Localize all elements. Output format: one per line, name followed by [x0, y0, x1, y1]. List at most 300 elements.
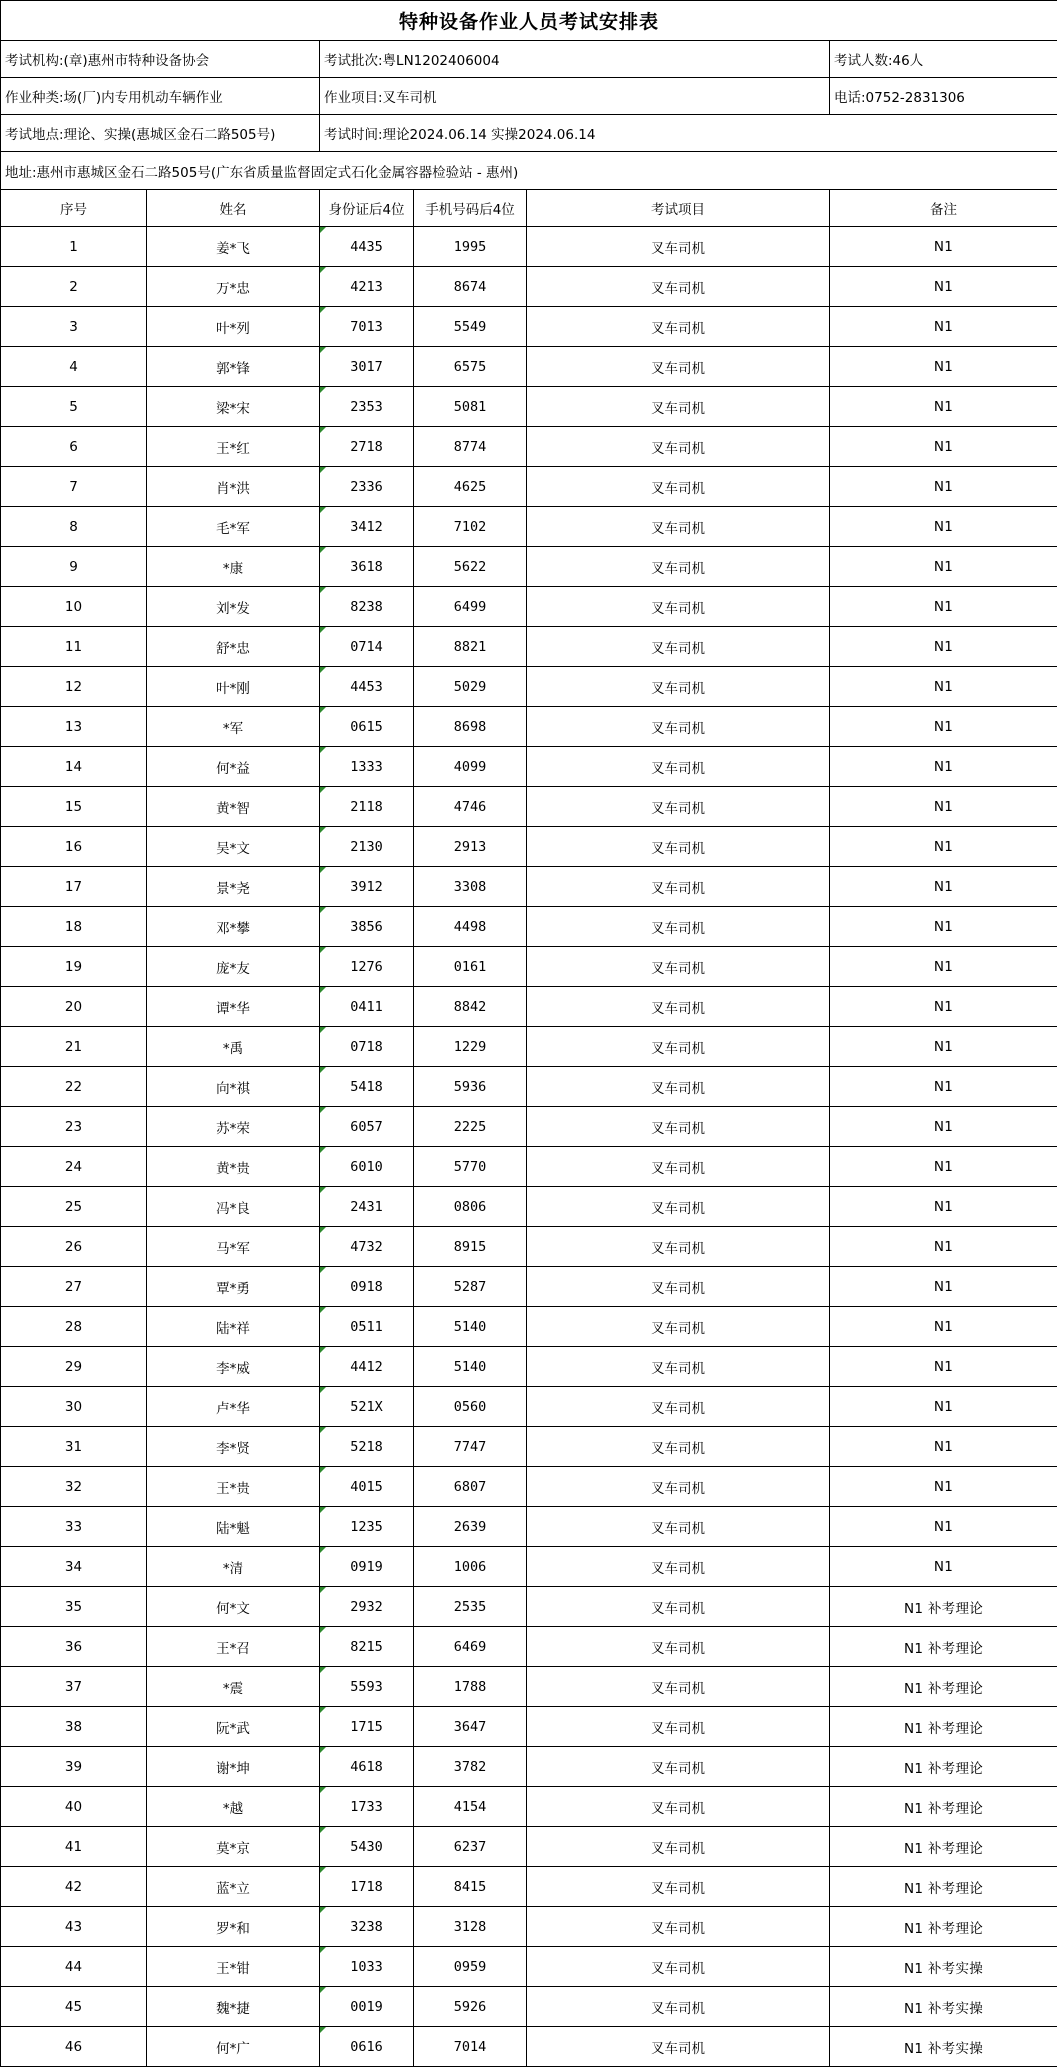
cell-exam-item[interactable]: 叉车司机: [527, 467, 830, 507]
cell-phone-last4[interactable]: 8415: [414, 1867, 527, 1907]
cell-name[interactable]: 何*广: [147, 2027, 320, 2067]
cell-seq[interactable]: 29: [1, 1347, 147, 1387]
cell-seq[interactable]: 8: [1, 507, 147, 547]
cell-remark[interactable]: N1 补考理论: [830, 1867, 1057, 1907]
cell-exam-item[interactable]: 叉车司机: [527, 387, 830, 427]
cell-name[interactable]: 王*钳: [147, 1947, 320, 1987]
cell-exam-item[interactable]: 叉车司机: [527, 1507, 830, 1547]
work-item-cell[interactable]: 作业项目:叉车司机: [320, 78, 830, 115]
cell-exam-item[interactable]: 叉车司机: [527, 707, 830, 747]
table-row: [1, 1947, 1057, 1987]
cell-exam-item[interactable]: 叉车司机: [527, 667, 830, 707]
cell-name[interactable]: 郭*锋: [147, 347, 320, 387]
cell-name[interactable]: 魏*捷: [147, 1987, 320, 2027]
cell-phone-last4[interactable]: 6469: [414, 1627, 527, 1667]
cell-id-last4[interactable]: 1718: [320, 1867, 414, 1907]
cell-phone-last4[interactable]: 5770: [414, 1147, 527, 1187]
cell-remark[interactable]: N1: [830, 787, 1057, 827]
cell-name[interactable]: 肖*洪: [147, 467, 320, 507]
cell-remark[interactable]: N1: [830, 627, 1057, 667]
cell-name[interactable]: 陆*魁: [147, 1507, 320, 1547]
cell-remark[interactable]: N1: [830, 987, 1057, 1027]
cell-exam-item[interactable]: 叉车司机: [527, 307, 830, 347]
cell-name[interactable]: 李*威: [147, 1347, 320, 1387]
cell-id-last4[interactable]: 4412: [320, 1347, 414, 1387]
work-category-cell[interactable]: 作业种类:场(厂)内专用机动车辆作业: [1, 78, 320, 115]
cell-exam-item[interactable]: 叉车司机: [527, 867, 830, 907]
exam-count-cell[interactable]: 考试人数:46人: [830, 41, 1057, 78]
cell-name[interactable]: 舒*忠: [147, 627, 320, 667]
info-row-2: [1, 78, 1057, 115]
cell-name[interactable]: 景*尧: [147, 867, 320, 907]
cell-phone-last4[interactable]: 6499: [414, 587, 527, 627]
cell-seq[interactable]: 36: [1, 1627, 147, 1667]
cell-remark[interactable]: N1: [830, 427, 1057, 467]
cell-seq[interactable]: 7: [1, 467, 147, 507]
cell-phone-last4[interactable]: 8774: [414, 427, 527, 467]
cell-exam-item[interactable]: 叉车司机: [527, 1547, 830, 1587]
cell-remark[interactable]: N1: [830, 1507, 1057, 1547]
cell-exam-item[interactable]: 叉车司机: [527, 2027, 830, 2067]
cell-id-last4[interactable]: 521X: [320, 1387, 414, 1427]
cell-remark[interactable]: N1: [830, 1307, 1057, 1347]
cell-remark[interactable]: N1: [830, 1107, 1057, 1147]
cell-exam-item[interactable]: 叉车司机: [527, 1267, 830, 1307]
cell-id-last4[interactable]: 4453: [320, 667, 414, 707]
header-seq[interactable]: 序号: [1, 190, 147, 227]
sheet-title[interactable]: 特种设备作业人员考试安排表: [1, 1, 1057, 41]
cell-seq[interactable]: 28: [1, 1307, 147, 1347]
cell-seq[interactable]: 39: [1, 1747, 147, 1787]
cell-id-last4[interactable]: 5418: [320, 1067, 414, 1107]
cell-exam-item[interactable]: 叉车司机: [527, 1827, 830, 1867]
cell-exam-item[interactable]: 叉车司机: [527, 1707, 830, 1747]
cell-seq[interactable]: 32: [1, 1467, 147, 1507]
cell-remark[interactable]: N1: [830, 747, 1057, 787]
cell-id-last4[interactable]: 1333: [320, 747, 414, 787]
cell-exam-item[interactable]: 叉车司机: [527, 1067, 830, 1107]
cell-remark[interactable]: N1: [830, 1227, 1057, 1267]
cell-seq[interactable]: 2: [1, 267, 147, 307]
table-row: [1, 267, 1057, 307]
cell-seq[interactable]: 30: [1, 1387, 147, 1427]
cell-id-last4[interactable]: 1733: [320, 1787, 414, 1827]
cell-exam-item[interactable]: 叉车司机: [527, 1147, 830, 1187]
cell-remark[interactable]: N1: [830, 587, 1057, 627]
cell-exam-item[interactable]: 叉车司机: [527, 587, 830, 627]
cell-exam-item[interactable]: 叉车司机: [527, 347, 830, 387]
cell-exam-item[interactable]: 叉车司机: [527, 1867, 830, 1907]
cell-seq[interactable]: 22: [1, 1067, 147, 1107]
table-row: [1, 1107, 1057, 1147]
cell-phone-last4[interactable]: 8674: [414, 267, 527, 307]
header-id-last4[interactable]: 身份证后4位: [320, 190, 414, 227]
cell-id-last4[interactable]: 0019: [320, 1987, 414, 2027]
cell-exam-item[interactable]: 叉车司机: [527, 1947, 830, 1987]
phone-cell[interactable]: 电话:0752-2831306: [830, 78, 1057, 115]
cell-remark[interactable]: N1 补考理论: [830, 1627, 1057, 1667]
cell-phone-last4[interactable]: 1006: [414, 1547, 527, 1587]
cell-id-last4[interactable]: 6010: [320, 1147, 414, 1187]
cell-seq[interactable]: 13: [1, 707, 147, 747]
cell-seq[interactable]: 12: [1, 667, 147, 707]
cell-phone-last4[interactable]: 7747: [414, 1427, 527, 1467]
cell-name[interactable]: *越: [147, 1787, 320, 1827]
cell-phone-last4[interactable]: 7014: [414, 2027, 527, 2067]
cell-seq[interactable]: 25: [1, 1187, 147, 1227]
cell-id-last4[interactable]: 0411: [320, 987, 414, 1027]
cell-name[interactable]: 吴*文: [147, 827, 320, 867]
cell-exam-item[interactable]: 叉车司机: [527, 1187, 830, 1227]
cell-name[interactable]: 卢*华: [147, 1387, 320, 1427]
cell-id-last4[interactable]: 5430: [320, 1827, 414, 1867]
cell-exam-item[interactable]: 叉车司机: [527, 1467, 830, 1507]
cell-id-last4[interactable]: 4618: [320, 1747, 414, 1787]
cell-id-last4[interactable]: 4435: [320, 227, 414, 267]
cell-phone-last4[interactable]: 0161: [414, 947, 527, 987]
cell-exam-item[interactable]: 叉车司机: [527, 747, 830, 787]
cell-name[interactable]: 刘*发: [147, 587, 320, 627]
cell-phone-last4[interactable]: 3647: [414, 1707, 527, 1747]
cell-seq[interactable]: 1: [1, 227, 147, 267]
cell-name[interactable]: 万*忠: [147, 267, 320, 307]
cell-phone-last4[interactable]: 7102: [414, 507, 527, 547]
cell-remark[interactable]: N1: [830, 707, 1057, 747]
cell-id-last4[interactable]: 0511: [320, 1307, 414, 1347]
cell-phone-last4[interactable]: 6237: [414, 1827, 527, 1867]
cell-id-last4[interactable]: 3912: [320, 867, 414, 907]
cell-remark[interactable]: N1: [830, 507, 1057, 547]
cell-remark[interactable]: N1: [830, 1027, 1057, 1067]
cell-name[interactable]: 王*红: [147, 427, 320, 467]
cell-exam-item[interactable]: 叉车司机: [527, 1667, 830, 1707]
cell-exam-item[interactable]: 叉车司机: [527, 1987, 830, 2027]
cell-seq[interactable]: 24: [1, 1147, 147, 1187]
cell-exam-item[interactable]: 叉车司机: [527, 427, 830, 467]
exam-location-cell[interactable]: 考试地点:理论、实操(惠城区金石二路505号): [1, 115, 320, 152]
cell-exam-item[interactable]: 叉车司机: [527, 1427, 830, 1467]
cell-phone-last4[interactable]: 8915: [414, 1227, 527, 1267]
cell-name[interactable]: 李*贤: [147, 1427, 320, 1467]
header-exam-item[interactable]: 考试项目: [527, 190, 830, 227]
cell-id-last4[interactable]: 3412: [320, 507, 414, 547]
cell-id-last4[interactable]: 1235: [320, 1507, 414, 1547]
cell-id-last4[interactable]: 0918: [320, 1267, 414, 1307]
cell-exam-item[interactable]: 叉车司机: [527, 507, 830, 547]
cell-remark[interactable]: N1: [830, 347, 1057, 387]
cell-phone-last4[interactable]: 0806: [414, 1187, 527, 1227]
cell-phone-last4[interactable]: 4498: [414, 907, 527, 947]
cell-name[interactable]: 向*祺: [147, 1067, 320, 1107]
cell-name[interactable]: 陆*祥: [147, 1307, 320, 1347]
cell-phone-last4[interactable]: 8698: [414, 707, 527, 747]
cell-exam-item[interactable]: 叉车司机: [527, 627, 830, 667]
cell-remark[interactable]: N1: [830, 1147, 1057, 1187]
cell-exam-item[interactable]: 叉车司机: [527, 1387, 830, 1427]
cell-name[interactable]: 毛*军: [147, 507, 320, 547]
cell-phone-last4[interactable]: 2639: [414, 1507, 527, 1547]
cell-remark[interactable]: N1 补考理论: [830, 1787, 1057, 1827]
cell-name[interactable]: 苏*荣: [147, 1107, 320, 1147]
cell-id-last4[interactable]: 3017: [320, 347, 414, 387]
cell-id-last4[interactable]: 1715: [320, 1707, 414, 1747]
exam-batch-cell[interactable]: 考试批次:粤LN1202406004: [320, 41, 830, 78]
cell-remark[interactable]: N1: [830, 1347, 1057, 1387]
cell-name[interactable]: 何*文: [147, 1587, 320, 1627]
cell-seq[interactable]: 35: [1, 1587, 147, 1627]
address-cell[interactable]: 地址:惠州市惠城区金石二路505号(广东省质量监督固定式石化金属容器检验站 - 惠州): [1, 152, 1057, 190]
cell-seq[interactable]: 37: [1, 1667, 147, 1707]
cell-exam-item[interactable]: 叉车司机: [527, 1307, 830, 1347]
cell-seq[interactable]: 16: [1, 827, 147, 867]
cell-exam-item[interactable]: 叉车司机: [527, 827, 830, 867]
cell-phone-last4[interactable]: 2913: [414, 827, 527, 867]
cell-phone-last4[interactable]: 5140: [414, 1347, 527, 1387]
cell-name[interactable]: 黄*智: [147, 787, 320, 827]
cell-exam-item[interactable]: 叉车司机: [527, 1027, 830, 1067]
cell-phone-last4[interactable]: 8821: [414, 627, 527, 667]
cell-name[interactable]: 何*益: [147, 747, 320, 787]
cell-remark[interactable]: N1: [830, 307, 1057, 347]
cell-name[interactable]: 黄*贵: [147, 1147, 320, 1187]
cell-name[interactable]: 王*召: [147, 1627, 320, 1667]
cell-phone-last4[interactable]: 5926: [414, 1987, 527, 2027]
cell-name[interactable]: 叶*列: [147, 307, 320, 347]
cell-name[interactable]: *禹: [147, 1027, 320, 1067]
cell-id-last4[interactable]: 4732: [320, 1227, 414, 1267]
cell-name[interactable]: 谭*华: [147, 987, 320, 1027]
cell-seq[interactable]: 20: [1, 987, 147, 1027]
cell-phone-last4[interactable]: 5287: [414, 1267, 527, 1307]
cell-seq[interactable]: 21: [1, 1027, 147, 1067]
cell-id-last4[interactable]: 1276: [320, 947, 414, 987]
cell-phone-last4[interactable]: 5936: [414, 1067, 527, 1107]
cell-id-last4[interactable]: 0919: [320, 1547, 414, 1587]
cell-id-last4[interactable]: 0615: [320, 707, 414, 747]
cell-name[interactable]: *康: [147, 547, 320, 587]
cell-phone-last4[interactable]: 1229: [414, 1027, 527, 1067]
cell-name[interactable]: 庞*友: [147, 947, 320, 987]
cell-name[interactable]: 谢*坤: [147, 1747, 320, 1787]
cell-exam-item[interactable]: 叉车司机: [527, 947, 830, 987]
cell-remark[interactable]: N1 补考理论: [830, 1667, 1057, 1707]
cell-name[interactable]: 叶*刚: [147, 667, 320, 707]
cell-exam-item[interactable]: 叉车司机: [527, 907, 830, 947]
cell-seq[interactable]: 41: [1, 1827, 147, 1867]
cell-remark[interactable]: N1 补考实操: [830, 1987, 1057, 2027]
cell-phone-last4[interactable]: 4099: [414, 747, 527, 787]
cell-id-last4[interactable]: 5218: [320, 1427, 414, 1467]
cell-seq[interactable]: 23: [1, 1107, 147, 1147]
cell-phone-last4[interactable]: 6807: [414, 1467, 527, 1507]
cell-seq[interactable]: 40: [1, 1787, 147, 1827]
cell-name[interactable]: 蓝*立: [147, 1867, 320, 1907]
cell-seq[interactable]: 46: [1, 2027, 147, 2067]
cell-remark[interactable]: N1: [830, 267, 1057, 307]
cell-exam-item[interactable]: 叉车司机: [527, 1907, 830, 1947]
cell-remark[interactable]: N1: [830, 1187, 1057, 1227]
cell-seq[interactable]: 4: [1, 347, 147, 387]
cell-remark[interactable]: N1: [830, 827, 1057, 867]
cell-id-last4[interactable]: 2431: [320, 1187, 414, 1227]
cell-id-last4[interactable]: 0714: [320, 627, 414, 667]
cell-remark[interactable]: N1 补考理论: [830, 1827, 1057, 1867]
cell-remark[interactable]: N1 补考实操: [830, 2027, 1057, 2067]
cell-seq[interactable]: 14: [1, 747, 147, 787]
cell-name[interactable]: 王*贵: [147, 1467, 320, 1507]
cell-seq[interactable]: 27: [1, 1267, 147, 1307]
cell-phone-last4[interactable]: 3128: [414, 1907, 527, 1947]
cell-seq[interactable]: 10: [1, 587, 147, 627]
cell-remark[interactable]: N1: [830, 1067, 1057, 1107]
cell-name[interactable]: 梁*宋: [147, 387, 320, 427]
cell-seq[interactable]: 5: [1, 387, 147, 427]
cell-name[interactable]: 马*军: [147, 1227, 320, 1267]
cell-phone-last4[interactable]: 4625: [414, 467, 527, 507]
cell-name[interactable]: 冯*良: [147, 1187, 320, 1227]
cell-phone-last4[interactable]: 2535: [414, 1587, 527, 1627]
cell-name[interactable]: 覃*勇: [147, 1267, 320, 1307]
cell-seq[interactable]: 9: [1, 547, 147, 587]
cell-phone-last4[interactable]: 4746: [414, 787, 527, 827]
header-name[interactable]: 姓名: [147, 190, 320, 227]
cell-id-last4[interactable]: 2130: [320, 827, 414, 867]
cell-exam-item[interactable]: 叉车司机: [527, 1227, 830, 1267]
cell-phone-last4[interactable]: 5029: [414, 667, 527, 707]
cell-id-last4[interactable]: 7013: [320, 307, 414, 347]
cell-name[interactable]: 姜*飞: [147, 227, 320, 267]
cell-id-last4[interactable]: 8215: [320, 1627, 414, 1667]
cell-name[interactable]: 罗*和: [147, 1907, 320, 1947]
cell-name[interactable]: 莫*京: [147, 1827, 320, 1867]
exam-org-cell[interactable]: 考试机构:(章)惠州市特种设备协会: [1, 41, 320, 78]
cell-id-last4[interactable]: 2353: [320, 387, 414, 427]
cell-id-last4[interactable]: 4015: [320, 1467, 414, 1507]
cell-seq[interactable]: 18: [1, 907, 147, 947]
cell-exam-item[interactable]: 叉车司机: [527, 1107, 830, 1147]
cell-exam-item[interactable]: 叉车司机: [527, 1587, 830, 1627]
cell-exam-item[interactable]: 叉车司机: [527, 1787, 830, 1827]
cell-remark[interactable]: N1: [830, 387, 1057, 427]
cell-remark[interactable]: N1: [830, 547, 1057, 587]
table-row: [1, 1667, 1057, 1707]
exam-time-cell[interactable]: 考试时间:理论2024.06.14 实操2024.06.14: [320, 115, 1057, 152]
table-row: [1, 1427, 1057, 1467]
cell-id-last4[interactable]: 3618: [320, 547, 414, 587]
cell-phone-last4[interactable]: 1995: [414, 227, 527, 267]
cell-exam-item[interactable]: 叉车司机: [527, 227, 830, 267]
cell-seq[interactable]: 34: [1, 1547, 147, 1587]
cell-id-last4[interactable]: 1033: [320, 1947, 414, 1987]
cell-id-last4[interactable]: 4213: [320, 267, 414, 307]
cell-name[interactable]: *清: [147, 1547, 320, 1587]
cell-exam-item[interactable]: 叉车司机: [527, 547, 830, 587]
cell-remark[interactable]: N1 补考理论: [830, 1747, 1057, 1787]
cell-phone-last4[interactable]: 8842: [414, 987, 527, 1027]
cell-phone-last4[interactable]: 4154: [414, 1787, 527, 1827]
cell-id-last4[interactable]: 3856: [320, 907, 414, 947]
table-row: [1, 1147, 1057, 1187]
cell-remark[interactable]: N1 补考实操: [830, 1947, 1057, 1987]
cell-seq[interactable]: 45: [1, 1987, 147, 2027]
cell-seq[interactable]: 19: [1, 947, 147, 987]
cell-id-last4[interactable]: 2932: [320, 1587, 414, 1627]
cell-seq[interactable]: 38: [1, 1707, 147, 1747]
cell-remark[interactable]: N1 补考理论: [830, 1707, 1057, 1747]
cell-remark[interactable]: N1 补考理论: [830, 1587, 1057, 1627]
cell-name[interactable]: *军: [147, 707, 320, 747]
header-remark[interactable]: 备注: [830, 190, 1057, 227]
cell-id-last4[interactable]: 6057: [320, 1107, 414, 1147]
cell-remark[interactable]: N1: [830, 1387, 1057, 1427]
cell-seq[interactable]: 15: [1, 787, 147, 827]
cell-exam-item[interactable]: 叉车司机: [527, 1627, 830, 1667]
cell-remark[interactable]: N1: [830, 867, 1057, 907]
cell-phone-last4[interactable]: 1788: [414, 1667, 527, 1707]
cell-seq[interactable]: 3: [1, 307, 147, 347]
header-phone-last4[interactable]: 手机号码后4位: [414, 190, 527, 227]
cell-phone-last4[interactable]: 3782: [414, 1747, 527, 1787]
cell-remark[interactable]: N1 补考理论: [830, 1907, 1057, 1947]
cell-remark[interactable]: N1: [830, 467, 1057, 507]
cell-id-last4[interactable]: 8238: [320, 587, 414, 627]
cell-seq[interactable]: 44: [1, 1947, 147, 1987]
cell-remark[interactable]: N1: [830, 1427, 1057, 1467]
cell-id-last4[interactable]: 0718: [320, 1027, 414, 1067]
cell-phone-last4[interactable]: 3308: [414, 867, 527, 907]
cell-exam-item[interactable]: 叉车司机: [527, 267, 830, 307]
cell-id-last4[interactable]: 2118: [320, 787, 414, 827]
cell-exam-item[interactable]: 叉车司机: [527, 1347, 830, 1387]
cell-id-last4[interactable]: 5593: [320, 1667, 414, 1707]
cell-seq[interactable]: 33: [1, 1507, 147, 1547]
cell-remark[interactable]: N1: [830, 947, 1057, 987]
cell-seq[interactable]: 42: [1, 1867, 147, 1907]
cell-remark[interactable]: N1: [830, 907, 1057, 947]
cell-exam-item[interactable]: 叉车司机: [527, 1747, 830, 1787]
cell-exam-item[interactable]: 叉车司机: [527, 987, 830, 1027]
cell-phone-last4[interactable]: 5622: [414, 547, 527, 587]
cell-seq[interactable]: 11: [1, 627, 147, 667]
cell-id-last4[interactable]: 2336: [320, 467, 414, 507]
cell-name[interactable]: *震: [147, 1667, 320, 1707]
cell-phone-last4[interactable]: 5140: [414, 1307, 527, 1347]
cell-id-last4[interactable]: 0616: [320, 2027, 414, 2067]
cell-phone-last4[interactable]: 0959: [414, 1947, 527, 1987]
cell-remark[interactable]: N1: [830, 667, 1057, 707]
table-row: [1, 227, 1057, 267]
cell-id-last4[interactable]: 2718: [320, 427, 414, 467]
cell-seq[interactable]: 26: [1, 1227, 147, 1267]
cell-remark[interactable]: N1: [830, 227, 1057, 267]
cell-phone-last4[interactable]: 6575: [414, 347, 527, 387]
cell-seq[interactable]: 17: [1, 867, 147, 907]
cell-remark[interactable]: N1: [830, 1267, 1057, 1307]
cell-id-last4[interactable]: 3238: [320, 1907, 414, 1947]
cell-seq[interactable]: 6: [1, 427, 147, 467]
cell-name[interactable]: 阮*武: [147, 1707, 320, 1747]
cell-phone-last4[interactable]: 2225: [414, 1107, 527, 1147]
cell-phone-last4[interactable]: 5549: [414, 307, 527, 347]
cell-remark[interactable]: N1: [830, 1547, 1057, 1587]
cell-phone-last4[interactable]: 0560: [414, 1387, 527, 1427]
cell-remark[interactable]: N1: [830, 1467, 1057, 1507]
cell-name[interactable]: 邓*攀: [147, 907, 320, 947]
cell-phone-last4[interactable]: 5081: [414, 387, 527, 427]
cell-seq[interactable]: 43: [1, 1907, 147, 1947]
cell-exam-item[interactable]: 叉车司机: [527, 787, 830, 827]
cell-seq[interactable]: 31: [1, 1427, 147, 1467]
